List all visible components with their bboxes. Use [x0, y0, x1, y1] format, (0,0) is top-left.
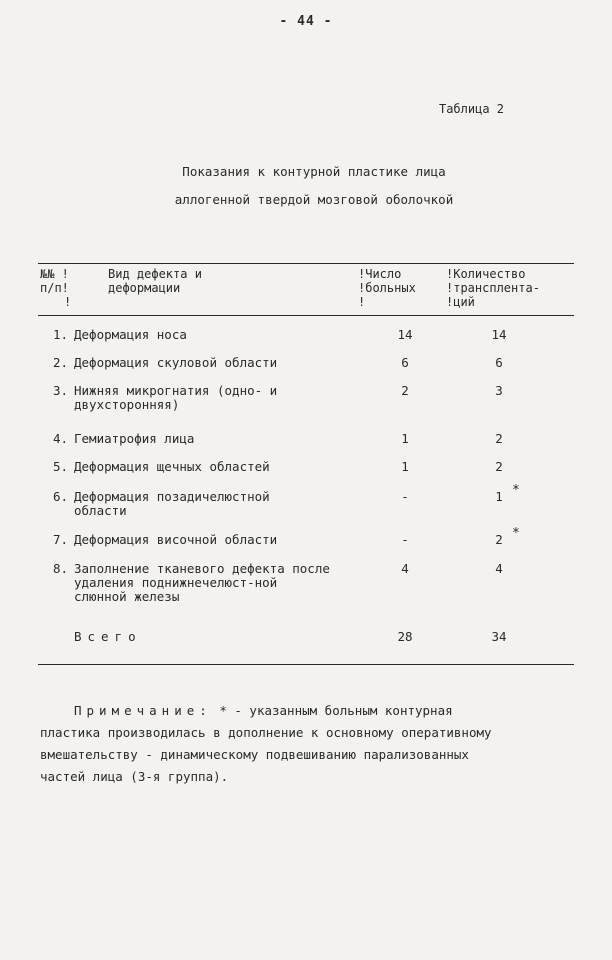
table-header-rule — [38, 315, 574, 316]
header-num-line-3: ! — [64, 295, 72, 309]
row-number: 8. — [52, 561, 68, 576]
row-number: 1. — [52, 327, 68, 342]
note-text-line-2: пластика производилась в дополнение к основному оперативному — [40, 725, 492, 740]
row-patients: 2 — [401, 383, 409, 398]
row-transplants: 2 — [495, 532, 503, 547]
header-transplants-line-3: !ций — [446, 295, 475, 309]
table-note — [40, 700, 574, 788]
row-footnote-mark: * — [512, 483, 520, 498]
row-footnote-mark: * — [512, 526, 520, 541]
row-number: 7. — [52, 532, 68, 547]
row-number: 3. — [52, 383, 68, 398]
row-name: Заполнение тканевого дефекта после удаления поднижнечелюст-ной слюнной железы — [74, 561, 330, 604]
row-name: Деформация щечных областей — [74, 459, 270, 474]
total-transplants: 34 — [491, 629, 507, 644]
row-number: 6. — [52, 489, 68, 504]
row-transplants: 2 — [495, 459, 503, 474]
table-top-rule — [38, 263, 574, 264]
row-name: Деформация скуловой области — [74, 355, 278, 370]
header-transplants-line-1: !Количество — [446, 267, 526, 281]
page-number: - 44 - — [279, 14, 333, 29]
row-transplants: 2 — [495, 431, 503, 446]
row-transplants: 1 — [495, 489, 503, 504]
note-text-line-3: вмешательству - динамическому подвешиванию парализованных — [40, 747, 469, 762]
row-patients: 6 — [401, 355, 409, 370]
row-name: Деформация височной области — [74, 532, 278, 547]
note-lead: Примечание: — [74, 703, 212, 718]
row-name: Нижняя микрогнатия (одно- и двухсторонняя) — [74, 383, 278, 412]
row-patients: 14 — [397, 327, 413, 342]
header-count-line-3: ! — [358, 295, 366, 309]
row-number: 5. — [52, 459, 68, 474]
table-bottom-rule — [38, 664, 574, 665]
row-transplants: 6 — [495, 355, 503, 370]
row-patients: - — [401, 489, 409, 504]
row-name: Деформация носа — [74, 327, 187, 342]
total-label: Всего — [74, 629, 142, 644]
header-name-line-2: деформации — [108, 281, 181, 295]
row-number: 2. — [52, 355, 68, 370]
row-name: Гемиатрофия лица — [74, 431, 195, 446]
header-count-line-2: !больных — [358, 281, 416, 295]
row-patients: - — [401, 532, 409, 547]
row-name: Деформация позадичелюстной области — [74, 489, 270, 518]
table-title-line-1: Показания к контурной пластике лица — [182, 164, 446, 179]
row-transplants: 3 — [495, 383, 503, 398]
row-number: 4. — [52, 431, 68, 446]
row-patients: 4 — [401, 561, 409, 576]
header-count-line-1: !Число — [358, 267, 402, 281]
table-title-line-2: аллогенной твердой мозговой оболочкой — [174, 192, 454, 207]
note-text-line-4: частей лица (3-я группа). — [40, 769, 229, 784]
row-patients: 1 — [401, 459, 409, 474]
header-name-line-1: Вид дефекта и — [108, 267, 202, 281]
header-num-line-1: №№ ! — [40, 267, 69, 281]
note-line-1 — [74, 700, 574, 722]
row-patients: 1 — [401, 431, 409, 446]
header-transplants-line-2: !трансплента- — [446, 281, 540, 295]
row-transplants: 14 — [491, 327, 507, 342]
total-patients: 28 — [397, 629, 413, 644]
header-num-line-2: п/п! — [40, 281, 69, 295]
note-text-line-1: * - указанным больным контурная — [219, 703, 453, 718]
row-transplants: 4 — [495, 561, 503, 576]
table-label: Таблица 2 — [438, 102, 504, 116]
